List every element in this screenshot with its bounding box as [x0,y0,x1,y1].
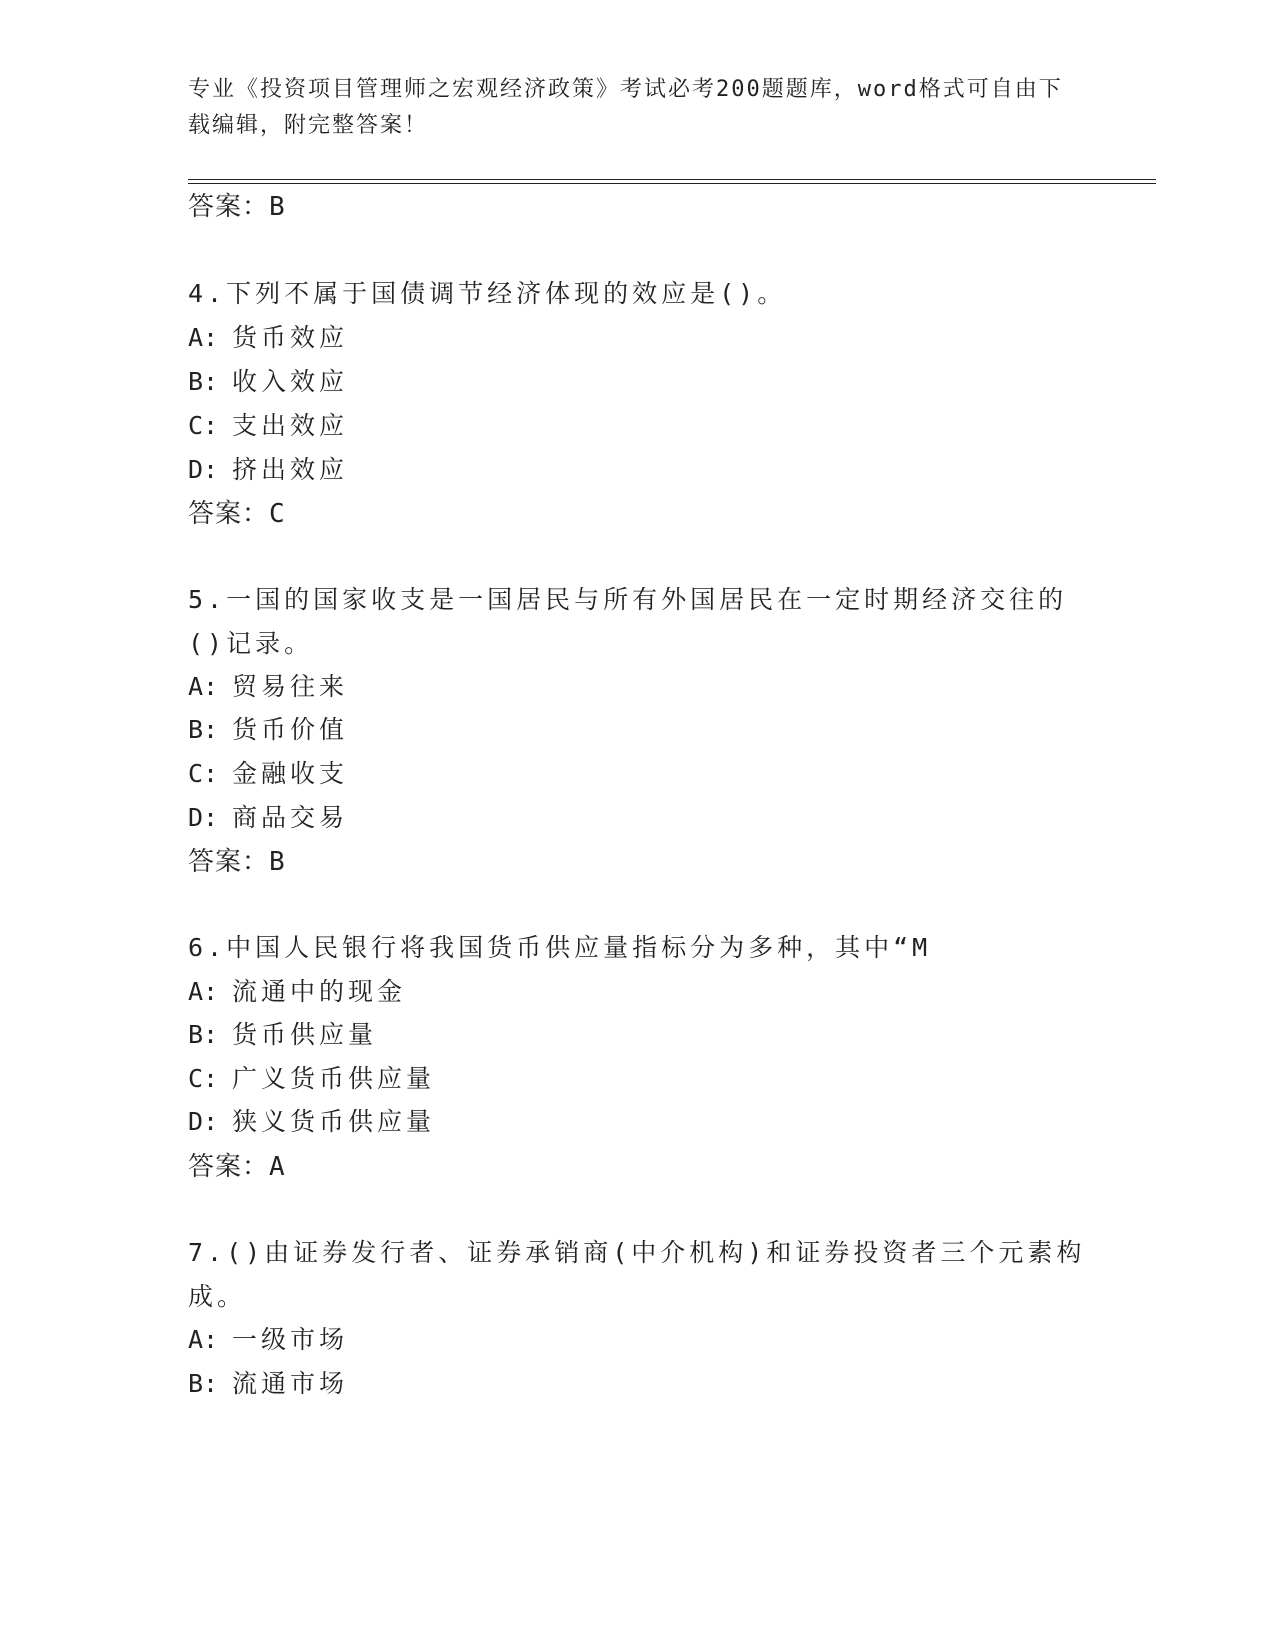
answer-value: A [269,1152,286,1182]
header-intro-text: 专业《投资项目管理师之宏观经济政策》考试必考200题题库，word格式可自由下载编辑，附完整答案！ [188,77,1063,138]
answer-prefix: 答案： [188,499,270,529]
option-text: 流通市场 [232,1369,349,1398]
option-label: D: [188,1107,219,1136]
option-label: C: [188,1064,219,1093]
question-6-option-b [188,1015,377,1051]
answer-value: C [269,499,286,529]
option-text: 货币供应量 [232,1020,378,1049]
question-6-option-a [188,972,406,1008]
option-label: C: [188,411,219,440]
question-number: 6. [188,933,227,962]
question-7-text-continued [188,1277,246,1313]
option-text: 金融收支 [232,759,349,788]
option-text: 贸易往来 [232,672,349,701]
question-4-option-b [188,362,348,398]
question-number: 5. [188,585,227,614]
question-text-line: 中国人民银行将我国货币供应量指标分为多种，其中“M [226,933,932,962]
option-text: 商品交易 [232,803,349,832]
option-label: B: [188,1020,219,1049]
option-text: 狭义货币供应量 [232,1107,436,1136]
question-4-answer [188,493,286,530]
option-text: 货币效应 [232,323,349,352]
question-5-option-a [188,667,348,703]
question-7-option-b [188,1364,348,1400]
option-label: A: [188,672,219,701]
option-label: D: [188,803,219,832]
question-6-option-d [188,1102,435,1138]
question-5-answer [188,841,286,878]
question-text-line: 一国的国家收支是一国居民与所有外国居民在一定时期经济交往的 [226,585,1068,614]
option-text: 广义货币供应量 [232,1064,436,1093]
option-label: B: [188,1369,219,1398]
question-4-option-a [188,318,348,354]
question-text-line: ()由证券发行者、证券承销商(中介机构)和证券投资者三个元素构 [226,1238,1086,1267]
question-6-option-c [188,1059,435,1095]
question-text-line: ()记录。 [188,629,314,658]
option-label: A: [188,323,219,352]
document-header [188,72,1078,144]
question-5-option-d [188,798,348,834]
question-number: 4. [188,279,227,308]
option-label: A: [188,977,219,1006]
option-label: B: [188,715,219,744]
option-text: 货币价值 [232,715,349,744]
question-4-text [188,274,786,310]
prev-answer [188,186,286,223]
option-text: 流通中的现金 [232,977,407,1006]
answer-prefix: 答案： [188,847,270,877]
answer-prefix: 答案： [188,192,270,222]
option-label: A: [188,1325,219,1354]
question-5-text-continued [188,624,313,660]
question-text-line: 成。 [188,1282,247,1311]
answer-value: B [269,192,286,222]
option-label: D: [188,455,219,484]
question-number: 7. [188,1238,227,1267]
question-5-text [188,580,1067,616]
question-5-option-c [188,754,348,790]
option-text: 支出效应 [232,411,349,440]
question-7-option-a [188,1320,348,1356]
question-6-answer [188,1146,286,1183]
answer-prefix: 答案： [188,1152,270,1182]
option-text: 一级市场 [232,1325,349,1354]
question-5-option-b [188,710,348,746]
answer-value: B [269,847,286,877]
option-text: 挤出效应 [232,455,349,484]
option-label: B: [188,367,219,396]
header-divider-bottom [188,183,1156,184]
header-divider-top [188,179,1156,180]
question-4-option-d [188,450,348,486]
option-label: C: [188,759,219,788]
question-6-text [188,928,931,964]
question-7-text [188,1233,1085,1269]
question-4-option-c [188,406,348,442]
option-text: 收入效应 [232,367,349,396]
question-text-line: 下列不属于国债调节经济体现的效应是()。 [226,279,787,308]
